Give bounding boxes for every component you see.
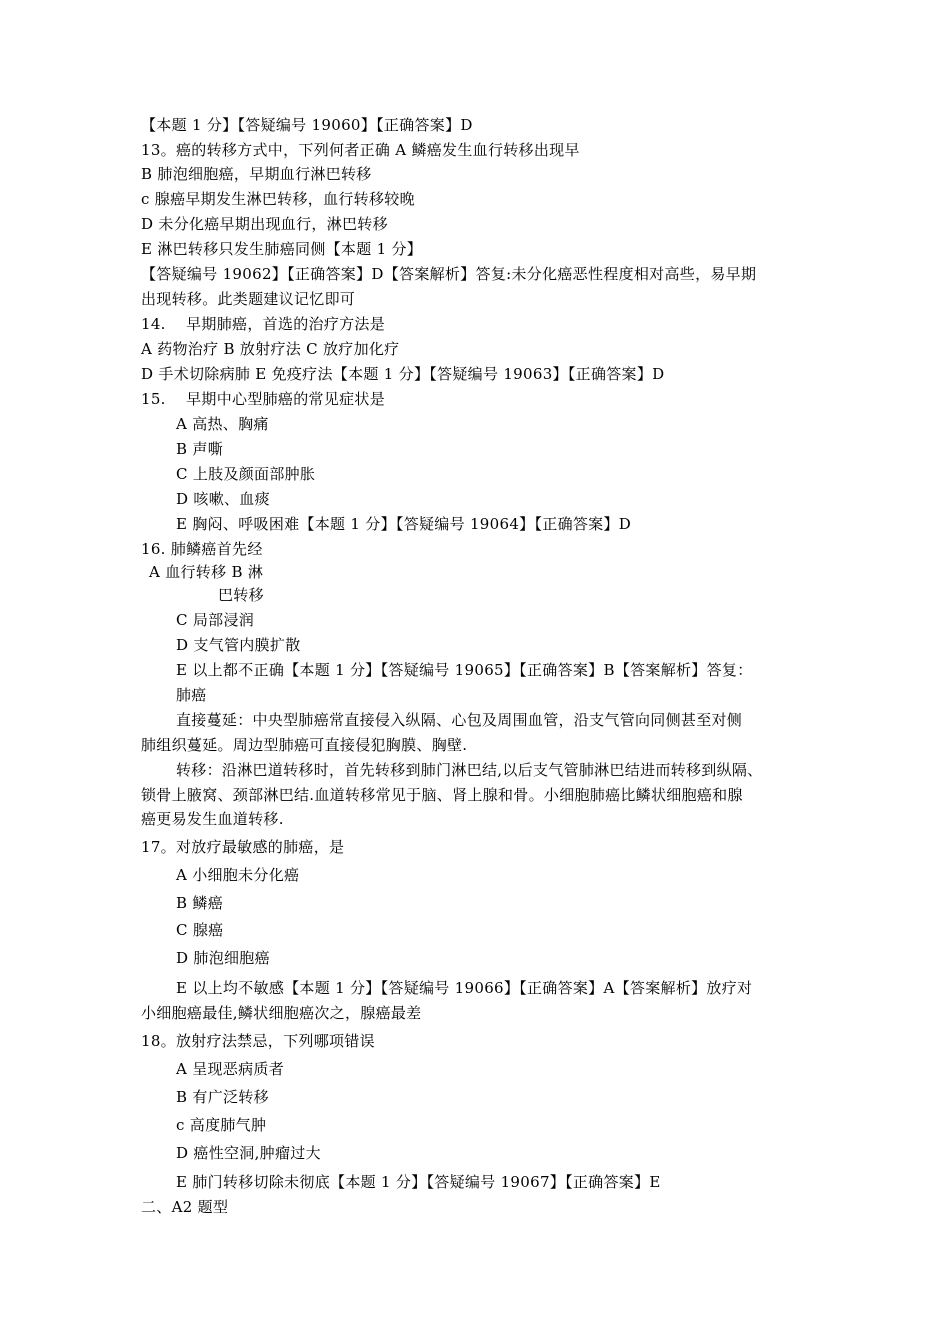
text-line: 【本题 1 分】【答疑编号 19060】【正确答案】D [141, 116, 473, 134]
question-17-option-d: D 肺泡细胞癌 [176, 949, 270, 967]
question-15-option-d: D 咳嗽、血痰 [176, 490, 270, 508]
question-16-explanation: 转移：沿淋巴道转移时，首先转移到肺门淋巴结,以后支气管肺淋巴结进而转移到纵隔、 [176, 761, 763, 779]
question-17-option-c: C 腺癌 [176, 921, 224, 939]
question-15-option-c: C 上肢及颜面部肿胀 [176, 465, 316, 483]
question-13-option-c: c 腺癌早期发生淋巴转移，血行转移较晚 [141, 190, 415, 208]
question-16-explanation: 直接蔓延：中央型肺癌常直接侵入纵隔、心包及周围血管，沿支气管向同侧甚至对侧 [176, 711, 743, 729]
question-16-options-ab: A 血行转移 B 淋 [149, 563, 264, 581]
question-16-option-e: E 以上都不正确【本题 1 分】【答疑编号 19065】【正确答案】B【答案解析】答复： [176, 661, 753, 679]
question-14-options-abc: A 药物治疗 B 放射疗法 C 放疗加化疗 [141, 340, 400, 358]
question-16-option-b-cont: 巴转移 [218, 586, 264, 604]
question-16-stem: 16. 肺鳞癌首先经 [141, 540, 263, 558]
question-15-stem: 15. 早期中心型肺癌的常见症状是 [141, 390, 386, 408]
question-18-option-a: A 呈现恶病质者 [176, 1060, 285, 1078]
question-16-option-c: C 局部浸润 [176, 611, 255, 629]
question-13-option-b: B 肺泡细胞癌，早期血行淋巴转移 [141, 165, 372, 183]
question-18-option-e: E 肺门转移切除未彻底【本题 1 分】【答疑编号 19067】【正确答案】E [176, 1173, 661, 1191]
question-13-explanation: 出现转移。此类题建议记忆即可 [141, 290, 356, 308]
question-17-option-e: E 以上均不敏感【本题 1 分】【答疑编号 19066】【正确答案】A【答案解析】放疗对 [176, 979, 753, 997]
question-16-explanation: 锁骨上腋窝、颈部淋巴结.血道转移常见于脑、肾上腺和骨。小细胞肺癌比鳞状细胞癌和腺 [141, 786, 743, 804]
question-17-stem: 17。对放疗最敏感的肺癌，是 [141, 838, 345, 856]
section-heading: 二、A2 题型 [141, 1198, 229, 1216]
question-14-stem: 14. 早期肺癌，首选的治疗方法是 [141, 315, 386, 333]
question-17-option-b: B 鳞癌 [176, 894, 223, 912]
question-17-option-a: A 小细胞未分化癌 [176, 866, 300, 884]
question-18-stem: 18。放射疗法禁忌，下列哪项错误 [141, 1032, 375, 1050]
question-16-explanation: 肺癌 [176, 686, 207, 704]
question-15-option-a: A 高热、胸痛 [176, 415, 269, 433]
question-13-option-d: D 未分化癌早期出现血行，淋巴转移 [141, 215, 388, 233]
question-17-explanation: 小细胞癌最佳,鳞状细胞癌次之，腺癌最差 [141, 1004, 422, 1022]
question-18-option-b: B 有广泛转移 [176, 1088, 269, 1106]
question-13-option-e: E 淋巴转移只发生肺癌同侧【本题 1 分】 [141, 240, 423, 258]
question-16-option-d: D 支气管内膜扩散 [176, 636, 301, 654]
question-13-stem: 13。癌的转移方式中，下列何者正确 A 鳞癌发生血行转移出现早 [141, 141, 580, 159]
question-14-options-de: D 手术切除病肺 E 免疫疗法【本题 1 分】【答疑编号 19063】【正确答案】D [141, 365, 665, 383]
question-13-answer: 【答疑编号 19062】【正确答案】D【答案解析】答复:未分化癌恶性程度相对高些，易早期 [141, 265, 757, 283]
question-15-option-e: E 胸闷、呼吸困难【本题 1 分】【答疑编号 19064】【正确答案】D [176, 515, 632, 533]
question-18-option-c: c 高度肺气肿 [176, 1116, 267, 1134]
question-16-explanation: 肺组织蔓延。周边型肺癌可直接侵犯胸膜、胸壁. [141, 736, 468, 754]
question-15-option-b: B 声嘶 [176, 440, 223, 458]
question-18-option-d: D 癌性空洞,肿瘤过大 [176, 1144, 321, 1162]
question-16-explanation: 癌更易发生血道转移. [141, 810, 284, 828]
